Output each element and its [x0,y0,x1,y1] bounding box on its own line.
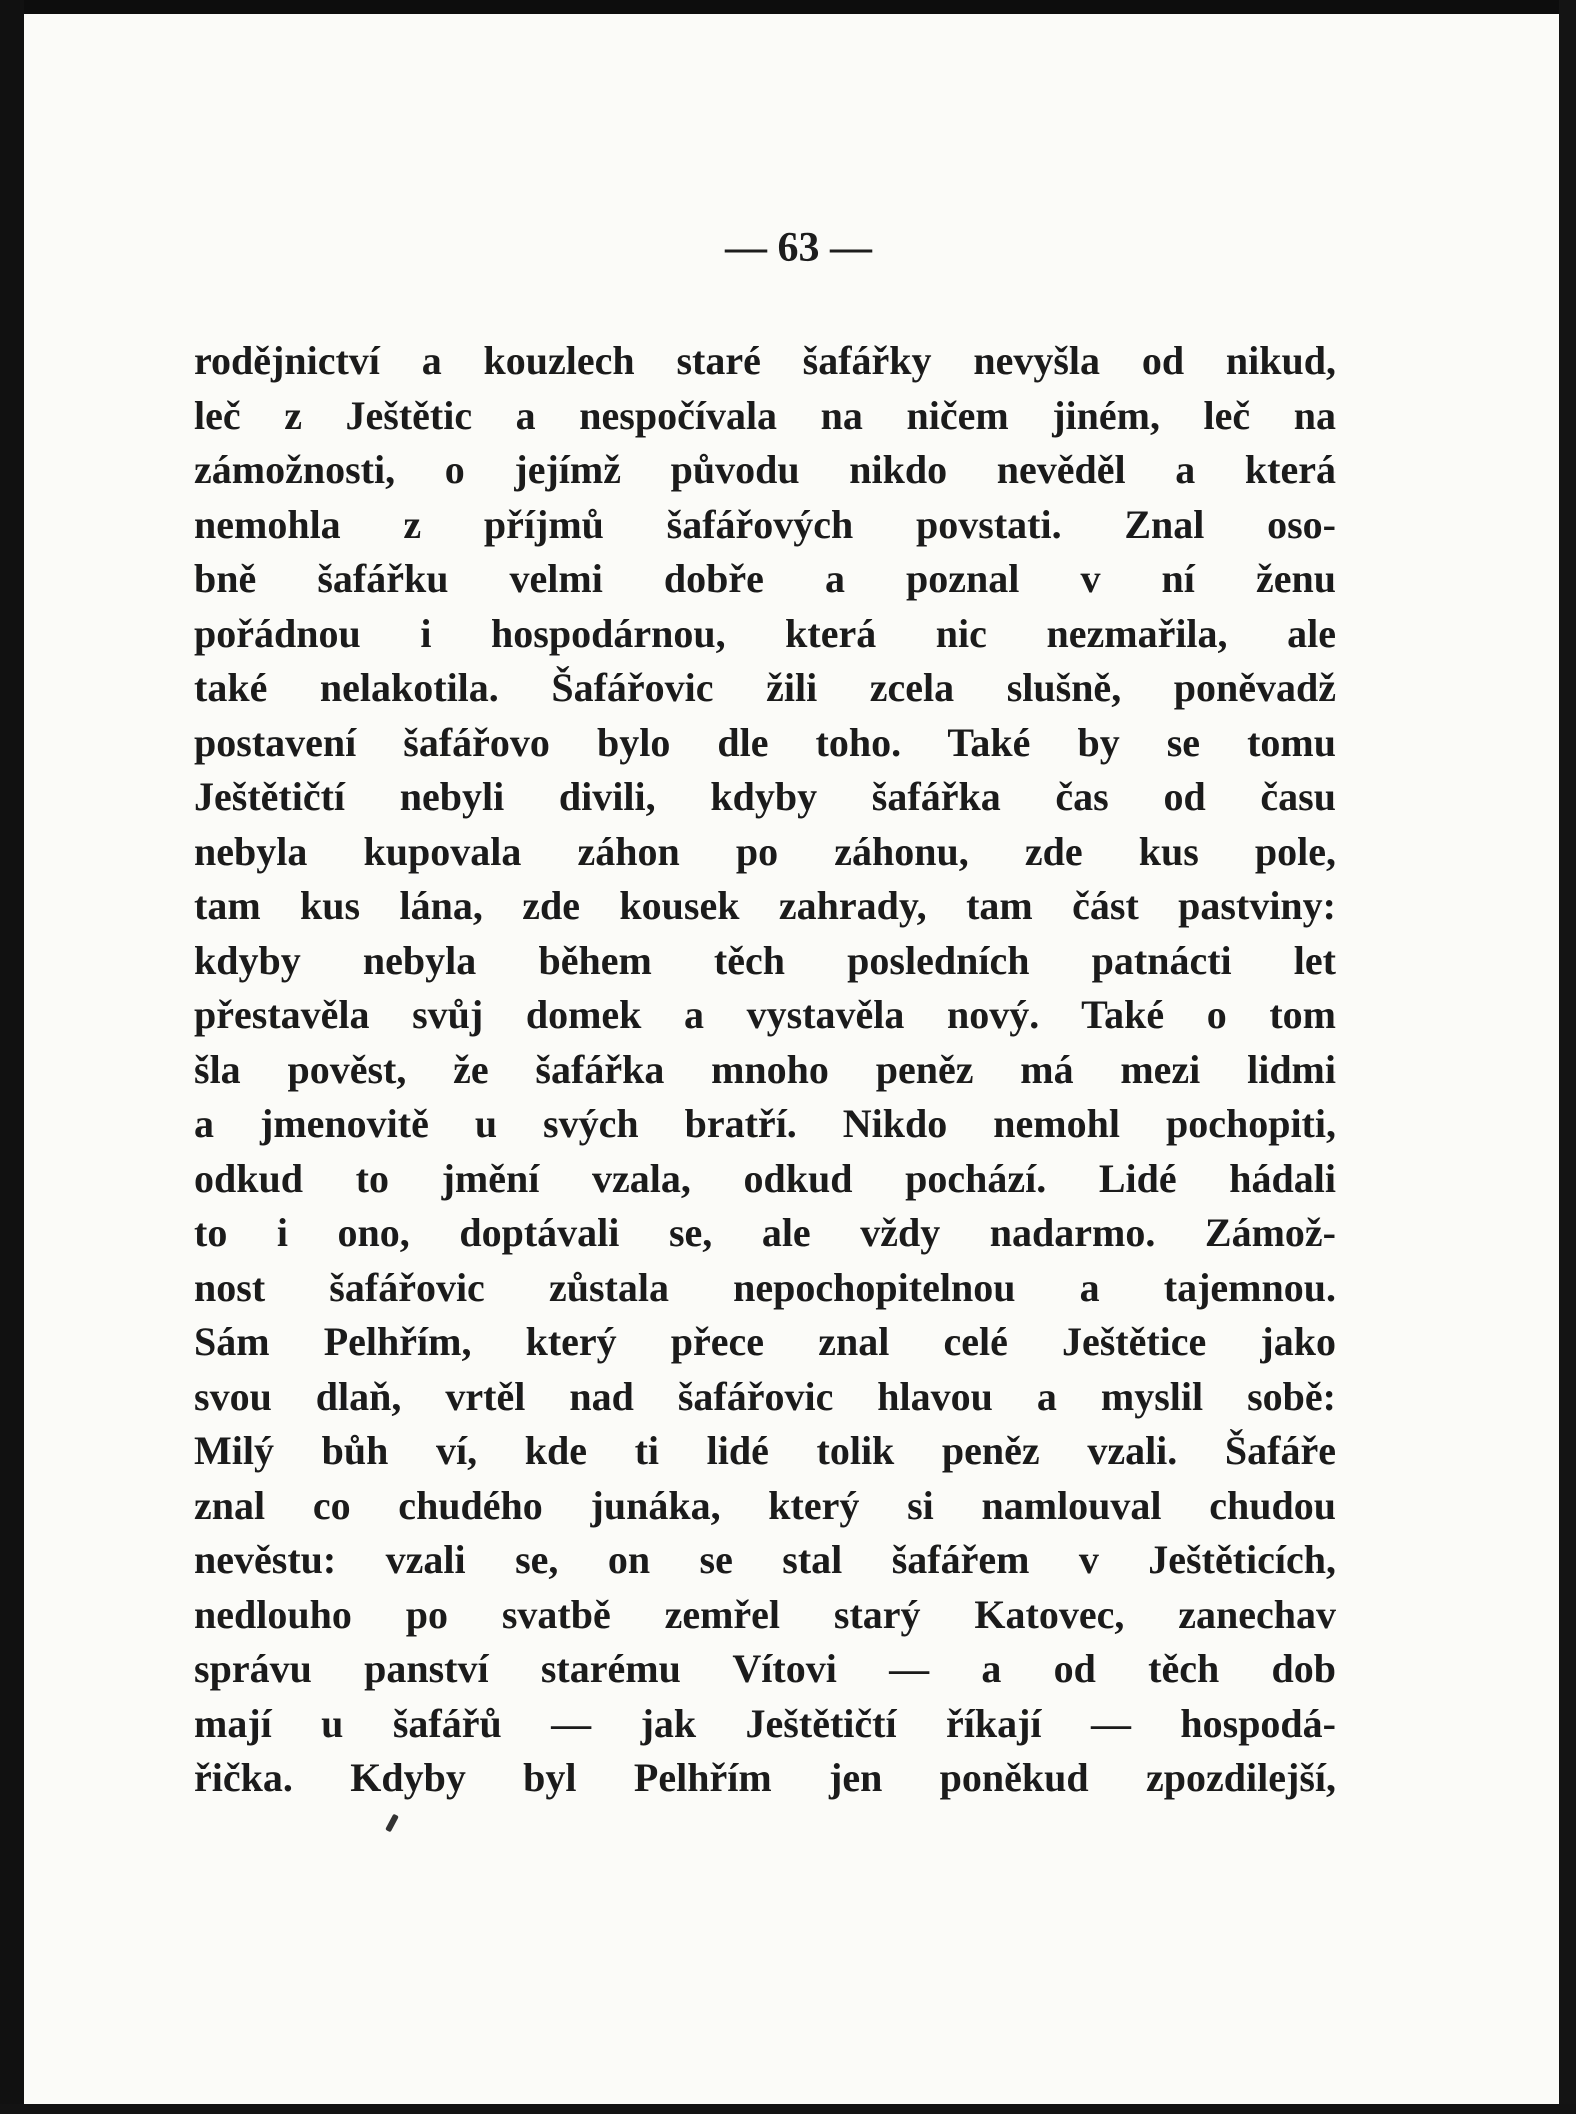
body-text [194,334,1336,1806]
text-line: nedlouho po svatbě zemřel starý Katovec, zanechav [194,1591,1336,1637]
text-line: Ještětičtí nebyli divili, kdyby šafářka čas od času [194,774,1336,819]
text-line: leč z Ještětic a nespočívala na ničem jiném, leč na [194,392,1336,438]
text-line: rodějnictví a kouzlech staré šafářky nevyšla od nikud, [194,338,1336,383]
text-line: správu panství starému Vítovi — a od těch dob [194,1646,1336,1691]
text-line: Sám Pelhřím, který přece znal celé Ještětice jako [194,1319,1336,1364]
text-line: bně šafářku velmi dobře a poznal v ní ženu [194,556,1336,601]
scan-left-border [0,0,24,2114]
text-line: to i ono, doptávali se, ale vždy nadarmo. Zámož- [194,1210,1336,1255]
text-line: kdyby nebyla během těch posledních patnácti let [194,937,1336,983]
text-line: svou dlaň, vrtěl nad šafářovic hlavou a myslil sobě: [194,1373,1336,1419]
text-line: nebyla kupovala záhon po záhonu, zde kus pole, [194,828,1336,874]
text-line: tam kus lána, zde kousek zahrady, tam část pastviny: [194,883,1336,928]
text-line: znal co chudého junáka, který si namlouval chudou [194,1482,1336,1528]
text-line: nost šafářovic zůstala nepochopitelnou a tajemnou. [194,1264,1336,1310]
text-line: a jmenovitě u svých bratří. Nikdo nemohl pochopiti, [194,1101,1336,1146]
text-line: zámožnosti, o jejímž původu nikdo nevěděl a která [194,447,1336,492]
text-line: přestavěla svůj domek a vystavěla nový. Také o tom [194,992,1336,1037]
ink-speck [385,1814,399,1833]
text-line: šla pověst, že šafářka mnoho peněz má mezi lidmi [194,1046,1336,1092]
book-page [24,14,1559,2104]
text-line: také nelakotila. Šafářovic žili zcela slušně, poněvadž [194,665,1336,710]
text-line: Milý bůh ví, kde ti lidé tolik peněz vzali. Šafáře [194,1428,1336,1473]
text-line: řička. Kdyby byl Pelhřím jen poněkud zpozdilejší, [194,1755,1336,1800]
text-line: mají u šafářů — jak Ještětičtí říkají — hospodá- [194,1700,1336,1746]
text-line: nemohla z příjmů šafářových povstati. Znal oso- [194,501,1336,547]
text-line: nevěstu: vzali se, on se stal šafářem v Ještěticích, [194,1537,1336,1582]
text-line: odkud to jmění vzala, odkud pochází. Lidé hádali [194,1155,1336,1201]
scan-right-border [1559,0,1576,2114]
scan-bottom-border [0,2104,1576,2114]
page-number: — 63 — [725,225,872,271]
text-line: pořádnou i hospodárnou, která nic nezmařila, ale [194,610,1336,656]
text-line: postavení šafářovo bylo dle toho. Také by se tomu [194,719,1336,765]
